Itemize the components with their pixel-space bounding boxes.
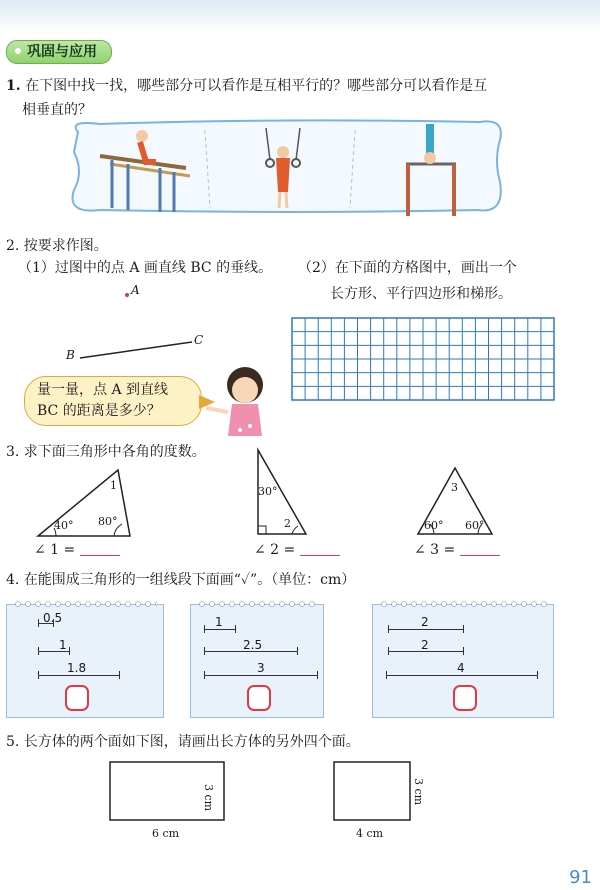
segment-1a-label: 0.5 xyxy=(43,611,63,625)
segment-2c xyxy=(205,675,317,676)
notebook-holes xyxy=(379,599,547,609)
answer-blank-1[interactable] xyxy=(80,541,120,556)
question-2-title: 2. 按要求作图。 xyxy=(6,238,108,254)
tri3-angle-60-right: 60° xyxy=(465,519,485,532)
question-5-title: 5. 长方体的两个面如下图，请画出长方体的另外四个面。 xyxy=(6,734,360,750)
page-number: 91 xyxy=(569,867,592,888)
segment-1c-label: 1.8 xyxy=(67,661,87,675)
segment-2a-label: 1 xyxy=(215,615,223,629)
square-grid xyxy=(292,318,554,400)
segment-1c xyxy=(39,675,119,676)
tri2-angle-30: 30° xyxy=(258,485,278,498)
point-c-label: C xyxy=(194,333,204,347)
section-badge-label: 巩固与应用 xyxy=(27,44,97,60)
answer-box-1[interactable] xyxy=(65,685,89,711)
rect2-width-label: 4 cm xyxy=(356,827,384,840)
question-4-title: 4. 在能围成三角形的一组线段下面画“✓”。（单位：cm） xyxy=(6,572,356,588)
rectangle-4x3 xyxy=(334,762,410,820)
segment-3b-label: 2 xyxy=(421,638,429,652)
rect1-width-label: 6 cm xyxy=(152,827,180,840)
segment-2a xyxy=(205,629,235,630)
question-3-title: 3. 求下面三角形中各角的度数。 xyxy=(6,444,206,460)
tri2-angle-2: 2 xyxy=(284,517,291,530)
point-b-label: B xyxy=(66,348,75,362)
tri1-angle-1: 1 xyxy=(110,479,117,492)
question-1-line-2: 相垂直的？ xyxy=(22,102,92,118)
tri3-answer xyxy=(414,540,500,560)
tri1-answer xyxy=(34,540,120,560)
tri3-angle-3: 3 xyxy=(451,481,458,494)
point-a-label: A xyxy=(131,283,140,297)
tri3-answer-label: ∠ 3 = xyxy=(414,542,456,558)
point-a-dot xyxy=(125,293,129,297)
question-1-number: 1. xyxy=(6,78,21,94)
segment-group-2 xyxy=(190,604,324,718)
answer-box-2[interactable] xyxy=(247,685,271,711)
rect2-height-label: 3 cm xyxy=(412,778,425,806)
segment-2c-label: 3 xyxy=(257,661,265,675)
segment-3c xyxy=(387,675,537,676)
answer-blank-3[interactable] xyxy=(460,541,500,556)
question-2-part-2b: 长方形、平行四边形和梯形。 xyxy=(330,286,512,302)
tri1-angle-80: 80° xyxy=(98,515,118,528)
notebook-holes xyxy=(197,599,317,609)
notebook-holes xyxy=(13,599,157,609)
speech-bubble xyxy=(24,376,202,426)
question-2-part-2a: （2）在下面的方格图中，画出一个 xyxy=(298,260,517,276)
tri2-answer-label: ∠ 2 = xyxy=(254,542,296,558)
tri1-answer-label: ∠ 1 = xyxy=(34,542,76,558)
question-2-part-1: （1）过图中的点 A 画直线 BC 的垂线。 xyxy=(18,260,273,276)
tri2-answer xyxy=(254,540,340,560)
segment-3a xyxy=(389,629,463,630)
segment-group-3 xyxy=(372,604,554,718)
question-1-line-1: 在下图中找一找，哪些部分可以看作是互相平行的？哪些部分可以看作是互 xyxy=(25,78,488,94)
segment-3a-label: 2 xyxy=(421,615,429,629)
segment-1b-label: 1 xyxy=(59,638,67,652)
bubble-line-1: 量一量，点 A 到直线 xyxy=(37,382,169,398)
answer-blank-2[interactable] xyxy=(300,541,340,556)
answer-box-3[interactable] xyxy=(453,685,477,711)
line-bc xyxy=(80,342,192,358)
tri1-angle-40: 40° xyxy=(54,519,74,532)
tri3-angle-60-left: 60° xyxy=(424,519,444,532)
bubble-line-2: BC 的距离是多少？ xyxy=(37,403,161,419)
segment-2b-label: 2.5 xyxy=(243,638,263,652)
segment-group-1 xyxy=(6,604,164,718)
segment-3c-label: 4 xyxy=(457,661,465,675)
rect1-height-label: 3 cm xyxy=(202,784,215,812)
